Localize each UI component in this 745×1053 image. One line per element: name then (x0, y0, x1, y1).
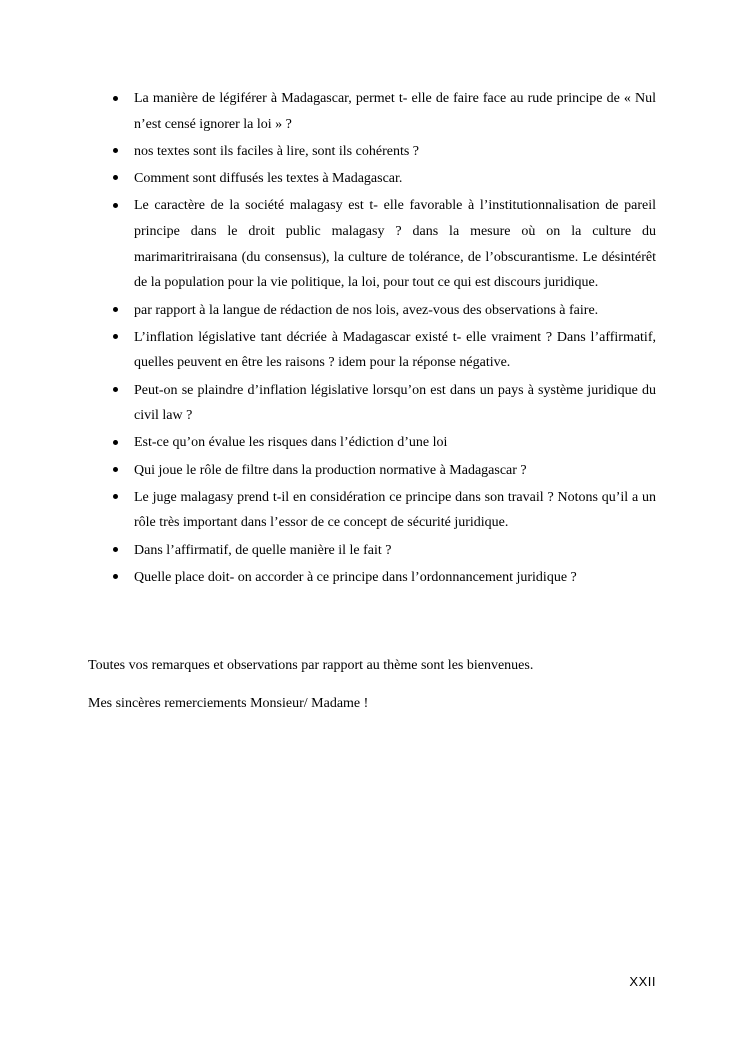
question-text: Comment sont diffusés les textes à Madagascar. (134, 170, 403, 186)
question-text: L’inflation législative tant décriée à Madagascar existé t- elle vraiment ? Dans l’affirmatif, quelles peuvent en être les raisons ? idem pour la réponse négative. (134, 329, 656, 371)
bullet-icon (113, 203, 118, 208)
closing-thanks: Mes sincères remerciements Monsieur/ Madame ! (88, 696, 369, 711)
list-item (88, 166, 656, 192)
question-text: nos textes sont ils faciles à lire, sont ils cohérents ? (134, 143, 419, 159)
question-text: Qui joue le rôle de filtre dans la production normative à Madagascar ? (134, 462, 527, 478)
question-text: Le caractère de la société malagasy est t- elle favorable à l’institutionnalisation de pareil principe dans le droit public malagasy ? dans la mesure où on la culture du marimaritriraisana (du consensus), la culture de tolérance, de l’obscurantisme. Le désintérêt de la population pour la vie politique, la loi, pour tout ce qui est discours juridique. (134, 198, 656, 291)
question-list (88, 86, 656, 592)
list-item (88, 378, 656, 430)
question-text: La manière de légiférer à Madagascar, permet t- elle de faire face au rude principe de « Nul n’est censé ignorer la loi » ? (134, 91, 656, 132)
list-item (88, 325, 656, 377)
list-item (88, 86, 656, 138)
list-item (88, 298, 656, 324)
question-text: par rapport à la langue de rédaction de nos lois, avez-vous des observations à faire. (134, 302, 599, 318)
list-item (88, 193, 656, 296)
list-item (88, 139, 656, 165)
page-number: XXII (629, 974, 656, 989)
list-item (88, 485, 656, 537)
bullet-icon (113, 148, 118, 153)
bullet-icon (113, 440, 118, 445)
bullet-icon (113, 307, 118, 312)
bullet-icon (113, 334, 118, 339)
question-text: Dans l’affirmatif, de quelle manière il le fait ? (134, 542, 392, 558)
bullet-icon (113, 494, 118, 499)
bullet-icon (113, 96, 118, 101)
list-item (88, 430, 656, 456)
question-text: Le juge malagasy prend t-il en considération ce principe dans son travail ? Notons qu’il a un rôle très important dans l’essor de ce concept de sécurité juridique. (134, 489, 656, 531)
list-item (88, 458, 656, 484)
closing-remarks: Toutes vos remarques et observations par rapport au thème sont les bienvenues. (88, 658, 534, 673)
bullet-icon (113, 574, 118, 579)
bullet-icon (113, 387, 118, 392)
bullet-icon (113, 547, 118, 552)
question-text: Est-ce qu’on évalue les risques dans l’édiction d’une loi (134, 435, 448, 451)
bullet-icon (113, 175, 118, 180)
list-item (88, 565, 656, 591)
question-text: Peut-on se plaindre d’inflation législative lorsqu’on est dans un pays à système juridique du civil law ? (134, 382, 656, 424)
list-item (88, 538, 656, 564)
bullet-icon (113, 467, 118, 472)
question-text: Quelle place doit- on accorder à ce principe dans l’ordonnancement juridique ? (134, 569, 577, 585)
